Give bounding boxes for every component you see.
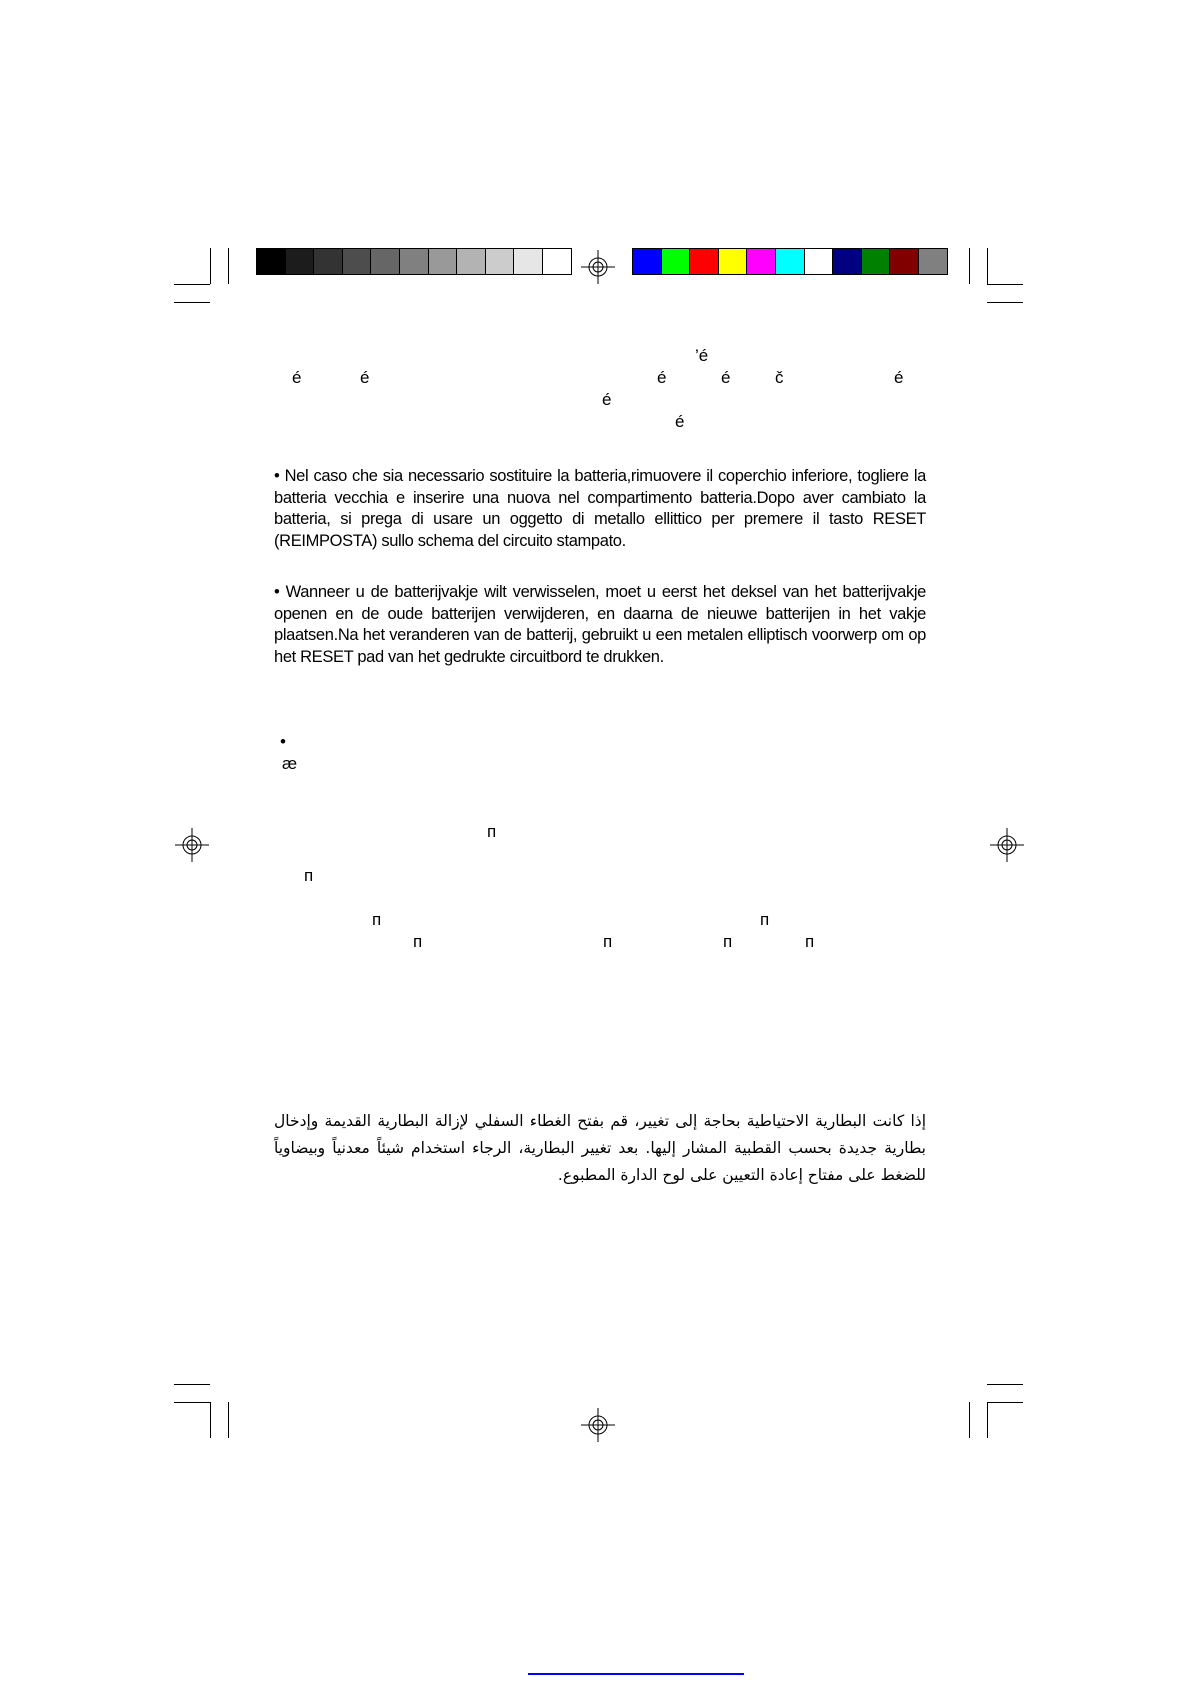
color-swatch bbox=[718, 248, 748, 275]
fragment-text: п bbox=[760, 910, 770, 929]
registration-mark-top bbox=[581, 250, 615, 284]
arabic-paragraph: إذا كانت البطارية الاحتياطية بحاجة إلى تغيير، قم بفتح الغطاء السفلي لإزالة البطارية القديمة وإدخال بطارية جديدة بحسب القطبية المشار إليها. بعد تغيير البطارية، الرجاء استخدام شيئاً معدنياً وبيضاوياً للضغط على مفتاح إعادة التعيين على لوح الدارة المطبوع. bbox=[274, 1112, 926, 1184]
color-swatch bbox=[832, 248, 862, 275]
fragment-text: п bbox=[413, 932, 423, 951]
italian-paragraph: • Nel caso che sia necessario sostituire la batteria,rimuovere il coperchio inferiore, togliere la batteria vecchia e inserire una nuova nel compartimento batteria.Dopo aver cambiato la batteria, si prega di usare un oggetto di metallo ellittico per premere il tasto RESET (REIMPOSTA) sullo schema del circuito stampato. bbox=[274, 467, 926, 551]
color-swatch bbox=[313, 248, 343, 275]
crop-mark-br-v2 bbox=[969, 1402, 970, 1438]
fragment-text: é bbox=[721, 368, 731, 387]
fragment-text: ’é bbox=[695, 346, 709, 365]
color-swatch bbox=[342, 248, 372, 275]
color-swatch bbox=[689, 248, 719, 275]
color-swatch bbox=[370, 248, 400, 275]
fragment-text: é bbox=[894, 368, 904, 387]
color-swatch bbox=[542, 248, 572, 275]
crop-mark-bl-h bbox=[174, 1402, 210, 1403]
fragment-text: é bbox=[292, 368, 302, 387]
registration-mark-left bbox=[175, 828, 209, 862]
crop-mark-bl-v bbox=[210, 1402, 211, 1438]
crop-mark-tr-v bbox=[969, 248, 970, 284]
color-swatch bbox=[513, 248, 543, 275]
fragment-text: é bbox=[675, 412, 685, 431]
crop-mark-tr-h2 bbox=[987, 302, 1023, 303]
color-swatch bbox=[456, 248, 486, 275]
crop-mark-tr-h bbox=[987, 284, 1023, 285]
footer-link-underline[interactable] bbox=[528, 1673, 744, 1675]
fragment-text: п bbox=[805, 932, 815, 951]
color-swatch bbox=[632, 248, 662, 275]
color-swatch bbox=[861, 248, 891, 275]
crop-mark-tl-v bbox=[210, 248, 211, 284]
crop-mark-br-h2 bbox=[987, 1384, 1023, 1385]
crop-mark-tl-v2 bbox=[228, 248, 229, 284]
fragment-text: č bbox=[775, 368, 784, 387]
color-swatch bbox=[889, 248, 919, 275]
fragment-text: п bbox=[304, 866, 314, 885]
crop-mark-tl-h2 bbox=[174, 302, 210, 303]
color-swatch bbox=[256, 248, 286, 275]
crop-mark-bl-h2 bbox=[174, 1384, 210, 1385]
registration-mark-bottom bbox=[581, 1408, 615, 1442]
fragment-text: é bbox=[657, 368, 667, 387]
fragment-text: é bbox=[360, 368, 370, 387]
crop-mark-bl-v2 bbox=[228, 1402, 229, 1438]
bullet-fragment: • bbox=[280, 732, 286, 751]
fragment-text: п bbox=[487, 822, 497, 841]
fragment-text: é bbox=[602, 390, 612, 409]
color-swatch bbox=[485, 248, 515, 275]
color-swatch bbox=[775, 248, 805, 275]
color-swatch bbox=[804, 248, 834, 275]
dutch-paragraph: • Wanneer u de batterijvakje wilt verwisselen, moet u eerst het deksel van het batterijvakje openen en de oude batterijen verwijderen, en daarna de nieuwe batterijen in het vakje plaatsen.Na het veranderen van de batterij, gebruikt u een metalen elliptisch voorwerp om op het RESET pad van het gedrukte circuitbord te drukken. bbox=[274, 583, 926, 667]
fragment-text: п bbox=[372, 910, 382, 929]
color-swatch bbox=[399, 248, 429, 275]
fragment-text: п bbox=[723, 932, 733, 951]
color-swatch bbox=[428, 248, 458, 275]
color-swatch bbox=[918, 248, 948, 275]
crop-mark-tr-v2 bbox=[987, 248, 988, 284]
color-swatch bbox=[285, 248, 315, 275]
color-swatch bbox=[746, 248, 776, 275]
registration-mark-right bbox=[990, 828, 1024, 862]
crop-mark-br-v bbox=[987, 1402, 988, 1438]
crop-mark-br-h bbox=[987, 1402, 1023, 1403]
color-swatch bbox=[661, 248, 691, 275]
crop-mark-tl-h bbox=[174, 284, 210, 285]
fragment-text: п bbox=[603, 932, 613, 951]
fragment-text: æ bbox=[282, 754, 298, 773]
